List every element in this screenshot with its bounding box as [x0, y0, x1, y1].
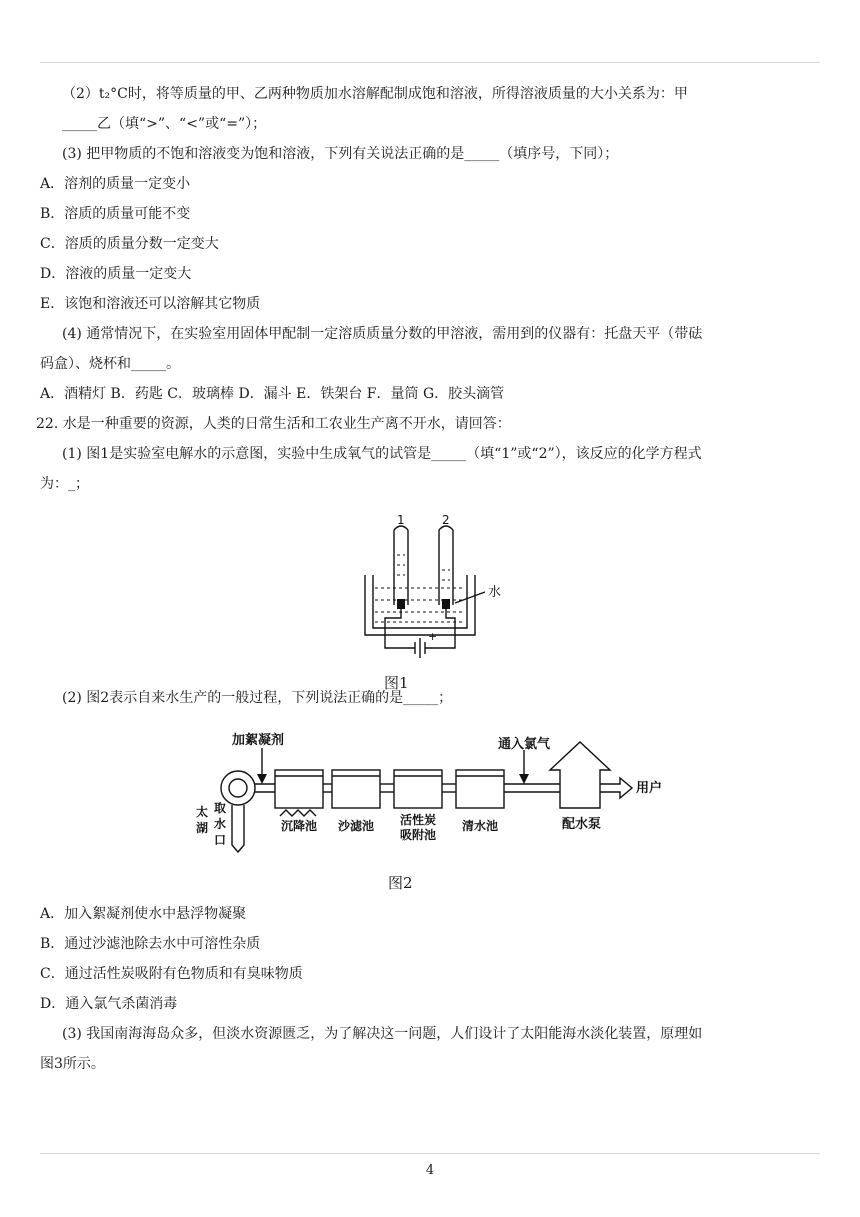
figure-1-caption: 图1: [384, 674, 409, 692]
header-rule: [40, 62, 820, 63]
option-a: A．溶剂的质量一定变小: [40, 176, 191, 192]
instrument-options: A．酒精灯 B．药匙 C．玻璃棒 D．漏斗 E．铁架台 F．量筒 G．胶头滴管: [40, 386, 505, 402]
tank-labels: [281, 812, 498, 842]
figure-1-electrolysis-diagram: [355, 510, 515, 670]
figure-2-caption: 图2: [388, 874, 413, 892]
tank-label-2-line-0: 活性炭: [399, 813, 437, 827]
tube-2-label: 2: [442, 513, 450, 527]
question-21-4-line-1: (4) 通常情况下，在实验室用固体甲配制一定溶质质量分数的甲溶液，需用到的仪器有：托盘天平（带砝: [62, 326, 703, 342]
lake-label-char-0: 太: [195, 805, 209, 819]
question-22-intro: 22. 水是一种重要的资源，人类的日常生活和工农业生产离不开水，请回答：: [36, 416, 511, 432]
question-21-2-line-2: _____乙（填“>”、“<”或“=”）；: [62, 116, 267, 132]
vertical-labels: [196, 800, 226, 847]
tube-1-label: 1: [397, 513, 405, 527]
pump-label: 配水泵: [562, 817, 602, 832]
lake-label-char-1: 湖: [195, 821, 209, 835]
option-d: D．溶液的质量一定变大: [40, 266, 192, 282]
question-22-1-line-1: (1) 图1是实验室电解水的示意图，实验中生成氧气的试管是_____（填“1”或“2”），该反应的化学方程式: [62, 446, 702, 462]
footer-rule: [40, 1153, 820, 1154]
user-label: 用户: [636, 781, 663, 796]
option-c: C．溶质的质量分数一定变大: [40, 236, 219, 252]
page-number: 4: [425, 1163, 435, 1178]
question-21-3: (3) 把甲物质的不饱和溶液变为饱和溶液，下列有关说法正确的是_____（填序号，下同）；: [62, 146, 619, 162]
question-22-2: (2) 图2表示自来水生产的一般过程，下列说法正确的是_____；: [62, 690, 453, 706]
option-d-22-2: D．通入氯气杀菌消毒: [40, 996, 178, 1012]
option-c-22-2: C．通过活性炭吸附有色物质和有臭味物质: [40, 966, 303, 982]
chlorine-label: 通入氯气: [498, 737, 551, 752]
option-a-22-2: A．加入絮凝剂使水中悬浮物凝聚: [40, 906, 247, 922]
question-21-2-line-1: （2）t₂°C时，将等质量的甲、乙两种物质加水溶解配制成饱和溶液，所得溶液质量的大小关系为：甲: [62, 86, 688, 102]
battery-plus-label: +: [428, 630, 438, 643]
intake-label-char-1: 水: [213, 817, 227, 831]
water-label: 水: [488, 585, 502, 600]
intake-label-char-2: 口: [213, 833, 227, 847]
question-22-3-line-2: 图3所示。: [40, 1056, 105, 1072]
option-e: E．该饱和溶液还可以溶解其它物质: [40, 296, 261, 312]
tank-label-2-line-1: 吸附池: [399, 828, 437, 842]
figure-2-water-treatment-diagram: [190, 730, 710, 860]
question-21-4-line-2: 码盒）、烧杯和_____。: [40, 356, 180, 372]
tank-label-3-line-0: 清水池: [461, 819, 499, 833]
question-22-3-line-1: (3) 我国南海海岛众多，但淡水资源匮乏，为了解决这一问题，人们设计了太阳能海水淡化装置，原理如: [62, 1026, 703, 1042]
tank-label-0-line-0: 沉降池: [280, 819, 318, 833]
option-b: B．溶质的质量可能不变: [40, 206, 191, 222]
option-b-22-2: B．通过沙滤池除去水中可溶性杂质: [40, 936, 261, 952]
flocculant-label: 加絮凝剂: [232, 733, 285, 748]
question-22-1-line-2: 为：_；: [40, 476, 89, 492]
tank-label-1-line-0: 沙滤池: [337, 819, 375, 833]
intake-label-char-0: 取: [213, 801, 227, 815]
